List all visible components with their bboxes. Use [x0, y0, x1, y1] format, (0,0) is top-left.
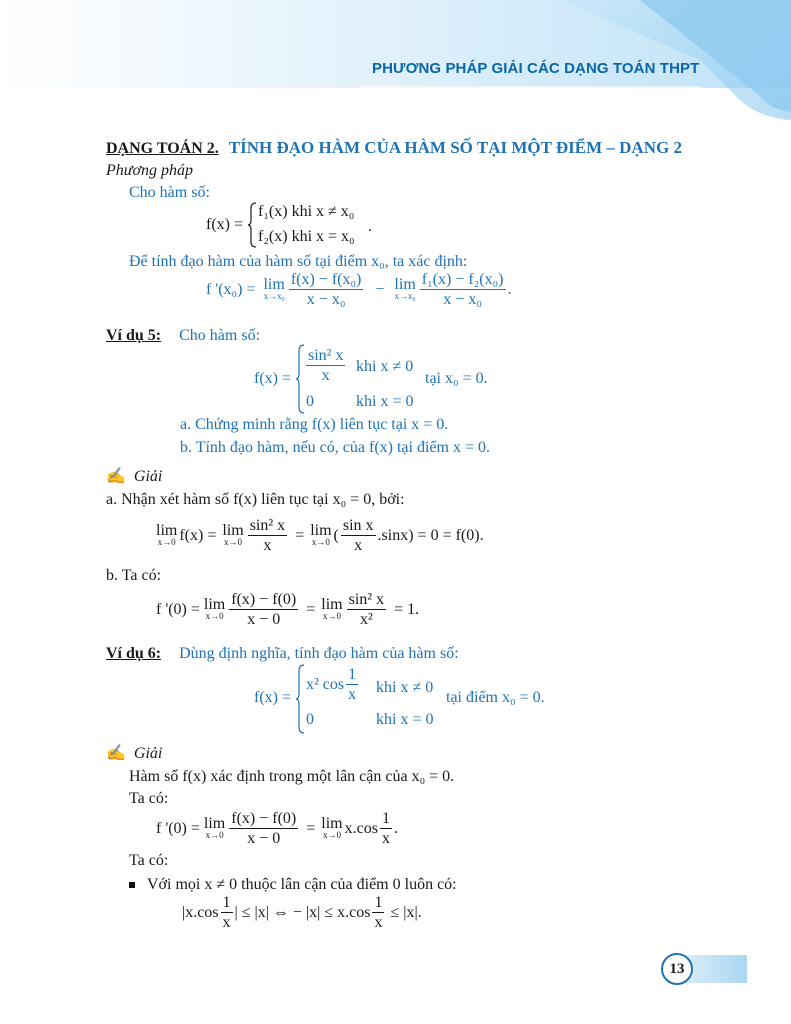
example6-intro: Dùng định nghĩa, tính đạo hàm của hàm số: — [179, 645, 459, 662]
solution6-line2: Ta có: — [129, 790, 169, 807]
method-intro: Cho hàm số: — [129, 184, 210, 201]
example5-case1-cond: khi x ≠ 0 — [356, 358, 414, 375]
pen-icon: ✍ — [106, 468, 126, 485]
method-determine: Để tính đạo hàm của hàm số tại điểm x₀, ta xác định: — [129, 253, 468, 270]
solution6-heading: ✍ Giải — [106, 745, 163, 762]
method-brace — [248, 202, 258, 248]
example5-brace — [296, 344, 306, 414]
method-frac1: $\frac{\text{f(x) − f(x₀)}}{\text{x − x₀}}$ — [290, 271, 362, 308]
section-heading — [106, 138, 682, 158]
example5-at: tại x₀ = 0. — [425, 370, 488, 387]
section-title: TÍNH ĐẠO HÀM CỦA HÀM SỐ TẠI MỘT ĐIỂM – DẠNG 2 — [228, 138, 682, 157]
bullet-icon — [129, 882, 135, 888]
example5-case1-num: sin² x — [308, 347, 344, 364]
example5-case2-cond: khi x = 0 — [356, 393, 414, 410]
example6-brace — [296, 664, 306, 734]
example6-header — [106, 645, 459, 663]
pen-icon: ✍ — [106, 745, 126, 762]
example6-label: Ví dụ 6: — [106, 645, 162, 662]
solution5-b-formula: f '(0) = lim x→0 $\frac{f(x) - f(0)}{x - 0}$ = lim x→0 $\frac{\text{sin² x}}{\text{x²}}$ = 1. — [156, 591, 420, 628]
method-case2: f₂(x) khi x = x₀ — [258, 228, 355, 245]
example6-at: tại điểm x₀ = 0. — [446, 689, 545, 706]
example5-fx: f(x) = — [254, 370, 292, 387]
example5-part-b: b. Tính đạo hàm, nếu có, của f(x) tại điểm x = 0. — [180, 439, 490, 456]
example5-header — [106, 327, 260, 345]
solution5-a-formula: lim x→0 f(x) = lim x→0 $\frac{\text{sin² x}}{x}$ = lim x→0 ( $\frac{\text{sin x}}{x}$ .sinx) = 0 = f(0). — [156, 517, 484, 554]
solution6-inequality: |x.cos $\frac{1}{x}$ | ≤ |x| ⇔ − |x| ≤ x.cos $\frac{1}{x}$ ≤ |x|. — [182, 894, 422, 931]
method-derivative-formula: f '(x₀) = lim x→x₀ $\frac{\text{f(x) − f(x₀)}}{\text{x − x₀}}$ − lim x→x₀ $\frac{\text{f₁(x) − f₂(x₀)}}{\text{x − x₀}}$ . — [206, 271, 512, 308]
example5-part-a: a. Chứng minh rằng f(x) liên tục tại x = 0. — [180, 416, 449, 433]
method-frac2: $\frac{\text{f₁(x) − f₂(x₀)}}{\text{x − x₀}}$ — [421, 271, 504, 308]
example5-case1-den: x — [321, 367, 330, 384]
solution6-bullet-item: Với mọi x ≠ 0 thuộc lân cận của điểm 0 luôn có: — [129, 876, 457, 894]
example5-case1 — [306, 347, 345, 384]
method-dot: . — [368, 218, 372, 235]
example5-case2-val: 0 — [306, 393, 314, 410]
solution6-line1: Hàm số f(x) xác định trong một lân cận của x₀ = 0. — [129, 768, 455, 785]
method-heading: Phương pháp — [106, 162, 194, 179]
section-label: DẠNG TOÁN 2. — [106, 140, 219, 157]
method-case1: f₁(x) khi x ≠ x₀ — [258, 203, 355, 220]
method-fx: f(x) = — [206, 216, 244, 233]
example5-label: Ví dụ 5: — [106, 327, 162, 344]
method-lim1: lim x→x₀ — [263, 276, 285, 301]
example6-case2-val: 0 — [306, 711, 314, 728]
solution5-heading: ✍ Giải — [106, 468, 163, 485]
solution6-line3: Ta có: — [129, 852, 169, 869]
example6-fx: f(x) = — [254, 689, 292, 706]
example6-case2-cond: khi x = 0 — [376, 711, 434, 728]
solution5-b-text: b. Ta có: — [106, 567, 162, 584]
solution5-a-text: a. Nhận xét hàm số f(x) liên tục tại x₀ = 0, bởi: — [106, 491, 405, 508]
method-lim2: lim x→x₀ — [394, 276, 416, 301]
solution6-formula: f '(0) = lim x→0 $\frac{f(x) - f(0)}{x - 0}$ = lim x→0 x.cos $\frac{1}{x}$ . — [156, 810, 398, 847]
method-fprime: f '(x₀) = — [206, 280, 256, 298]
page-number: 13 — [661, 953, 693, 985]
example6-case1-cond: khi x ≠ 0 — [376, 679, 434, 696]
header-title: PHƯƠNG PHÁP GIẢI CÁC DẠNG TOÁN THPT — [372, 60, 700, 77]
example6-case1: x² cos $\frac{1}{x}$ — [306, 666, 357, 703]
method-minus: − — [375, 280, 385, 298]
example5-intro: Cho hàm số: — [179, 327, 261, 344]
